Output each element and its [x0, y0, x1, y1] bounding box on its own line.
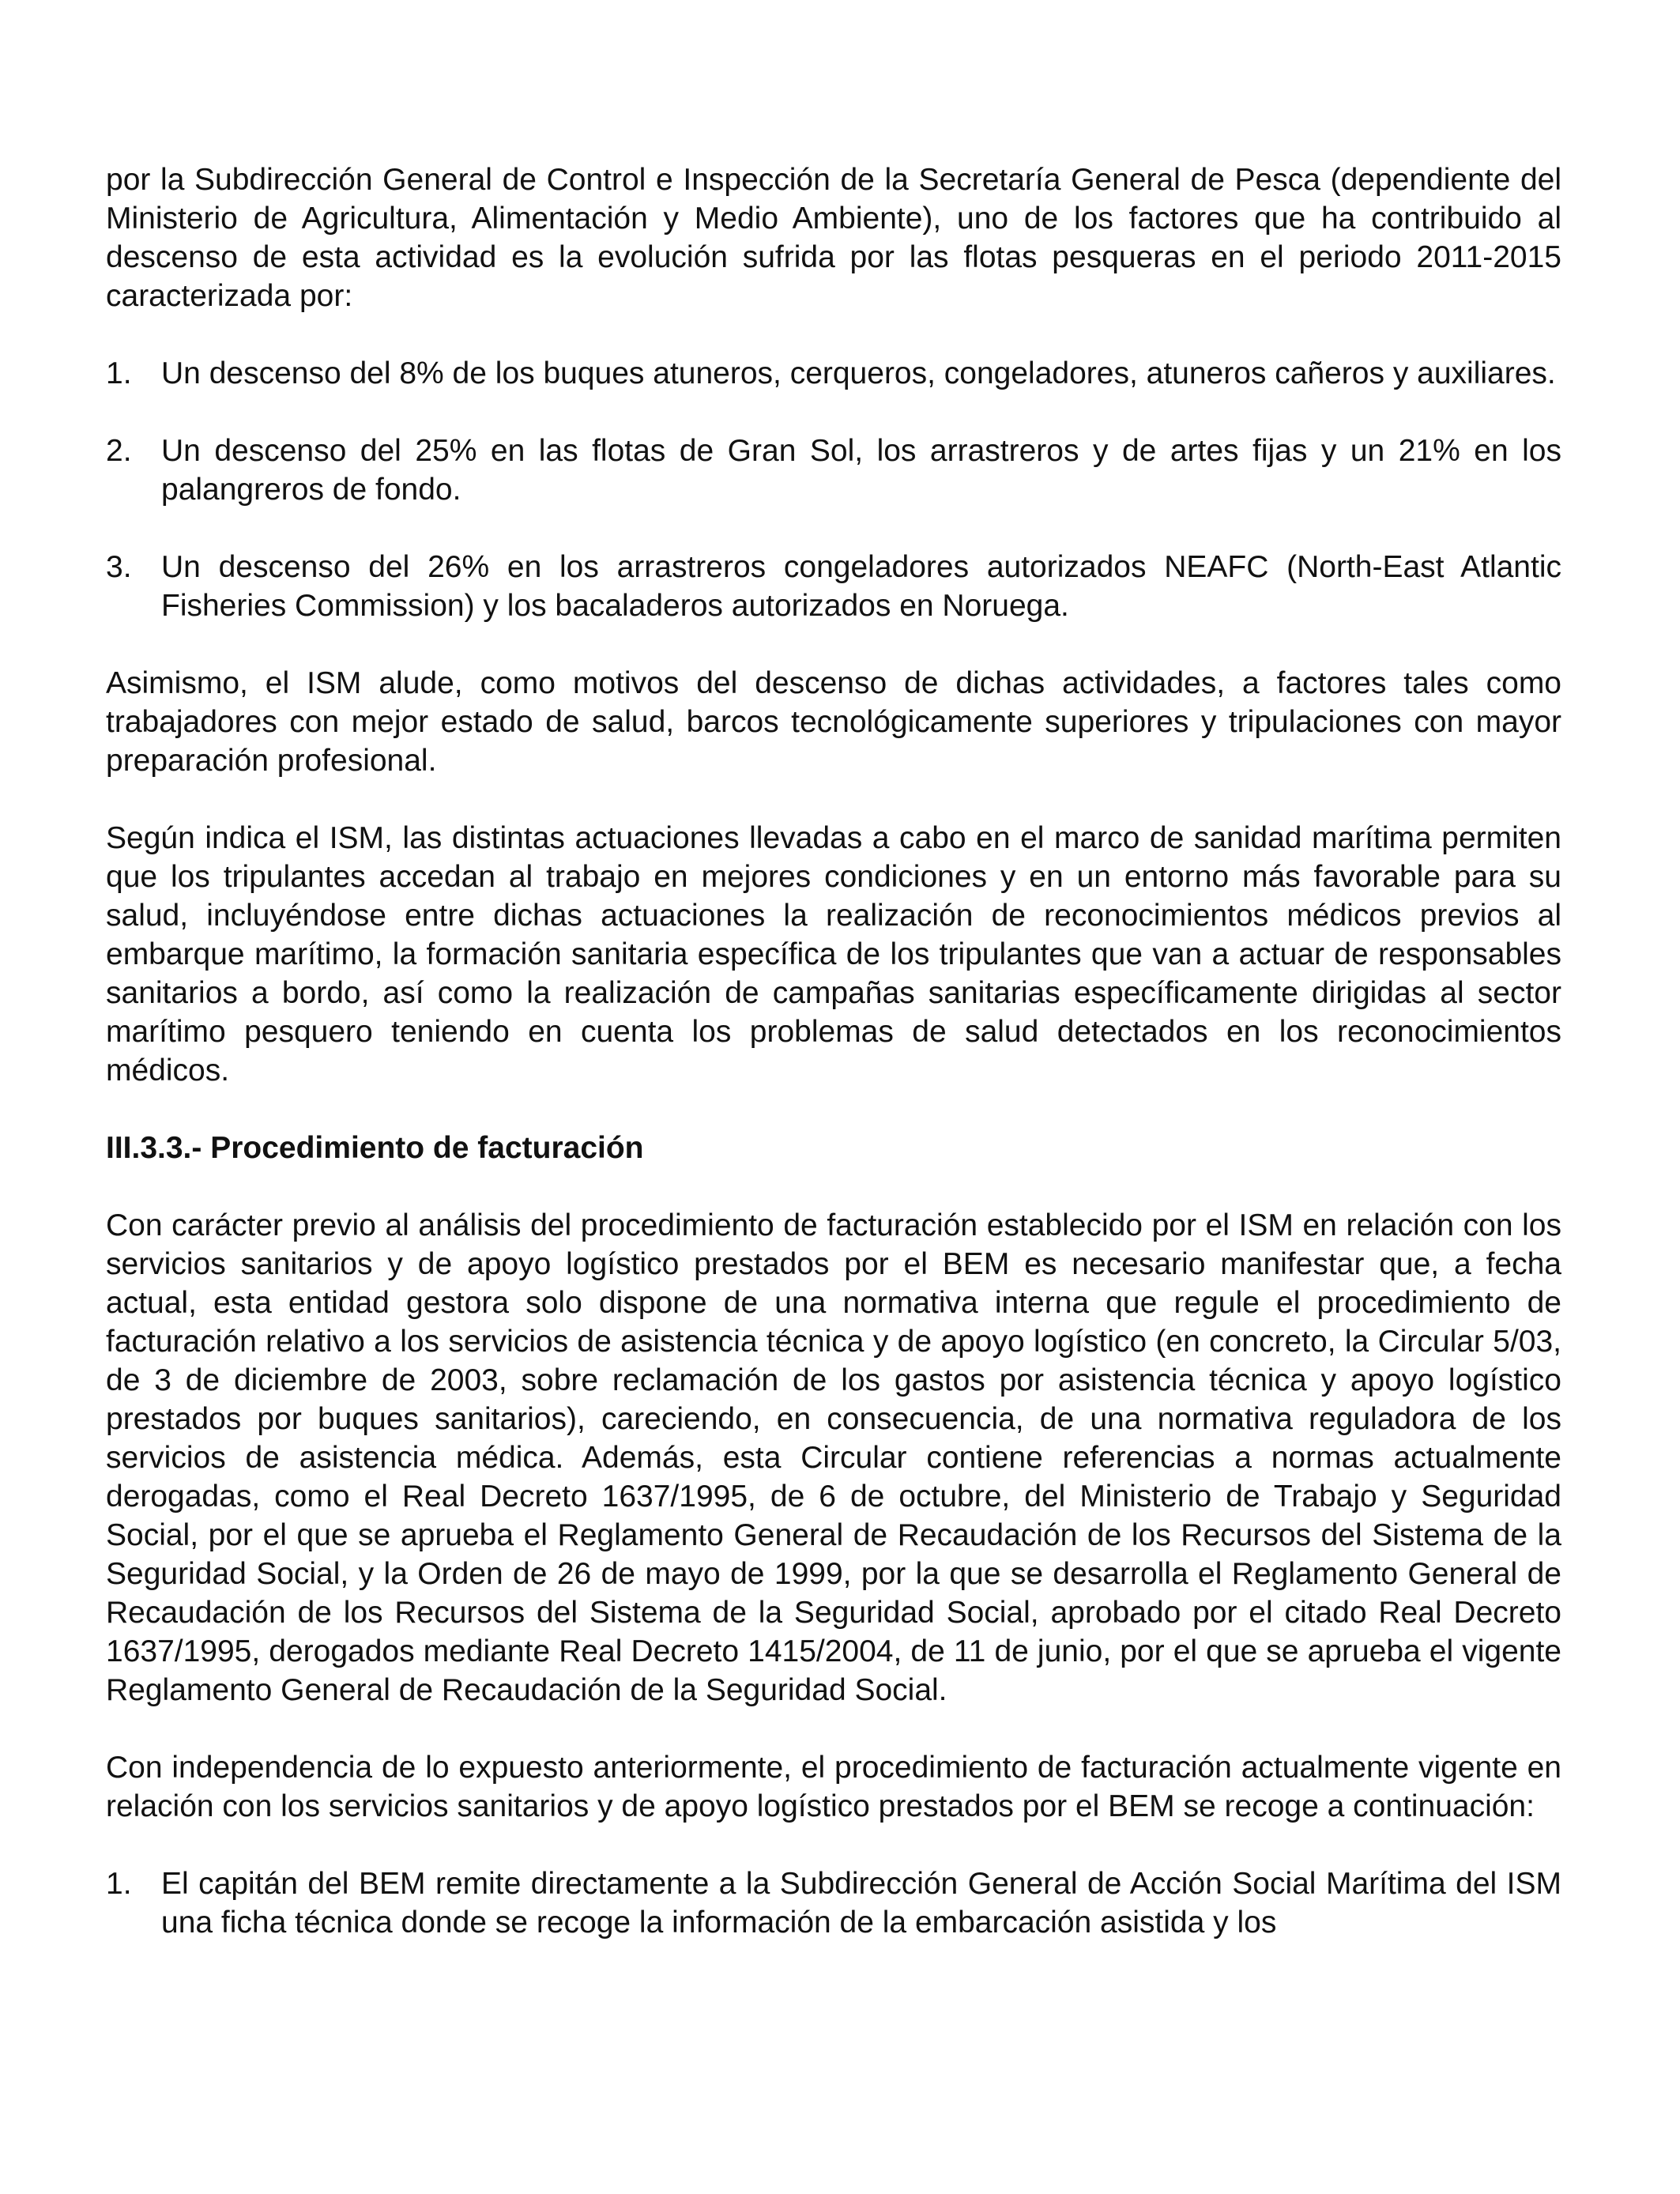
section-heading: III.3.3.- Procedimiento de facturación [106, 1131, 644, 1165]
list-item-text: Un descenso del 8% de los buques atuneros, cerqueros, congeladores, atuneros cañeros y auxiliares. [161, 356, 1556, 390]
billing-procedure-list [106, 1864, 1561, 1942]
list-item [106, 432, 1561, 509]
list-number: 3. [106, 550, 132, 584]
independencia-paragraph: Con independencia de lo expuesto anteriormente, el procedimiento de facturación actualmente vigente en relación con los servicios sanitarios y de apoyo logístico prestados por el BEM se recoge a continuación: [106, 1751, 1561, 1823]
list-number: 1. [106, 356, 132, 390]
list-number: 2. [106, 434, 132, 468]
segun-paragraph: Según indica el ISM, las distintas actuaciones llevadas a cabo en el marco de sanidad marítima permiten que los tripulantes accedan al trabajo en mejores condiciones y en un entorno más favorable para su salud, incluyéndose entre dichas actuaciones la realización de reconocimientos médicos previos al embarque marítimo, la formación sanitaria específica de los tripulantes que van a actuar de responsables sanitarios a bordo, así como la realización de campañas sanitarias específicamente dirigidas al sector marítimo pesquero teniendo en cuenta los problemas de salud detectados en los reconocimientos médicos. [106, 821, 1561, 1088]
list-item [106, 1864, 1561, 1942]
list-number: 1. [106, 1867, 132, 1901]
list-item-text: Un descenso del 26% en los arrastreros congeladores autorizados NEAFC (North-East Atlantic Fisheries Commission) y los bacaladeros autorizados en Noruega. [161, 550, 1561, 623]
list-item-text: El capitán del BEM remite directamente a la Subdirección General de Acción Social Marítima del ISM una ficha técnica donde se recoge la información de la embarcación asistida y los [161, 1867, 1561, 1940]
intro-paragraph: por la Subdirección General de Control e Inspección de la Secretaría General de Pesca (dependiente del Ministerio de Agricultura, Alimentación y Medio Ambiente), uno de los factores que ha contribuido al descenso de esta actividad es la evolución sufrida por las flotas pesqueras en el periodo 2011-2015 caracterizada por: [106, 163, 1561, 313]
list-item [106, 548, 1561, 625]
caracter-paragraph: Con carácter previo al análisis del procedimiento de facturación establecido por el ISM en relación con los servicios sanitarios y de apoyo logístico prestados por el BEM es necesario manifestar que, a fecha actual, esta entidad gestora solo dispone de una normativa interna que regule el procedimiento de facturación relativo a los servicios de asistencia técnica y de apoyo logístico (en concreto, la Circular 5/03, de 3 de diciembre de 2003, sobre reclamación de los gastos por asistencia técnica y apoyo logístico prestados por buques sanitarios), careciendo, en consecuencia, de una normativa reguladora de los servicios de asistencia médica. Además, esta Circular contiene referencias a normas actualmente derogadas, como el Real Decreto 1637/1995, de 6 de octubre, del Ministerio de Trabajo y Seguridad Social, por el que se aprueba el Reglamento General de Recaudación de los Recursos del Sistema de la Seguridad Social, y la Orden de 26 de mayo de 1999, por la que se desarrolla el Reglamento General de Recaudación de los Recursos del Sistema de la Seguridad Social, aprobado por el citado Real Decreto 1637/1995, derogados mediante Real Decreto 1415/2004, de 11 de junio, por el que se aprueba el vigente Reglamento General de Recaudación de la Seguridad Social. [106, 1208, 1561, 1707]
document-page [106, 160, 1561, 1942]
list-item [106, 354, 1561, 393]
list-item-text: Un descenso del 25% en las flotas de Gran Sol, los arrastreros y de artes fijas y un 21% en los palangreros de fondo. [161, 434, 1561, 507]
fleet-decline-list [106, 354, 1561, 625]
asimismo-paragraph: Asimismo, el ISM alude, como motivos del descenso de dichas actividades, a factores tales como trabajadores con mejor estado de salud, barcos tecnológicamente superiores y tripulaciones con mayor preparación profesional. [106, 666, 1561, 778]
